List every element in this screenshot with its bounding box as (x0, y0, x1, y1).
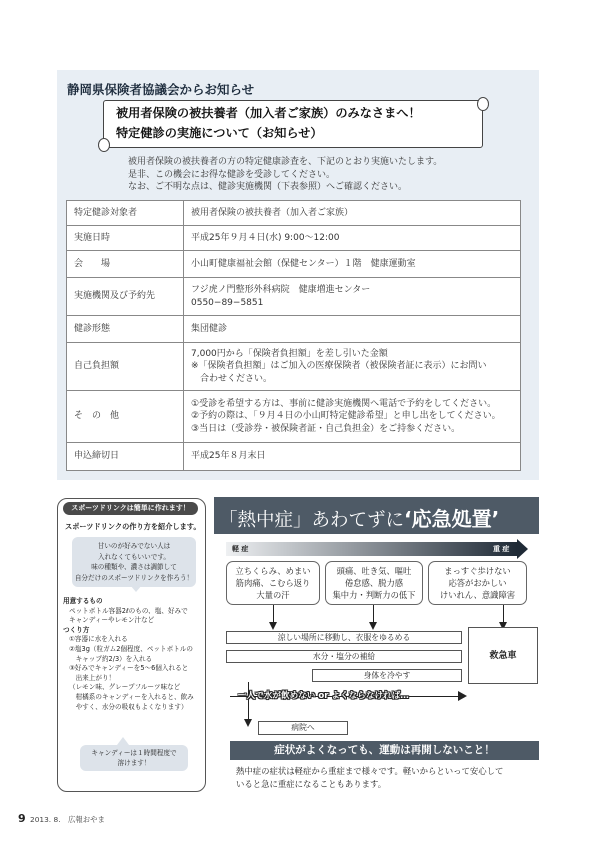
prep-heading: 用意するもの (63, 597, 103, 605)
notice-title-line-1: 被用者保険の被扶養者（加入者ご家族）のみなさまへ！ (116, 106, 421, 120)
step-line: ③好みでキャンディーを5～6個入れると (69, 664, 189, 673)
bubble-line: キャンディーは１時間程度で (91, 749, 177, 757)
arrow-down-icon (244, 719, 252, 727)
step-line: （レモン味、グレープフルーツ味など (69, 683, 181, 692)
severity-mild-label: 軽 症 (232, 545, 249, 553)
note-line: 熱中症の症状は軽症から重症まで様々です。軽いからといって安心して (236, 766, 504, 776)
symptom-line: 頭痛、吐き気、嘔吐 (336, 566, 412, 576)
step-line: 柑橘系のキャンディーを入れると、飲み (69, 692, 194, 701)
page-number: 9 (18, 812, 26, 825)
intro-line: 是非、この機会にお得な健診を受診してください。 (128, 169, 336, 180)
symptom-line: 倦怠感、脱力感 (344, 578, 404, 588)
row-label: 実施日時 (67, 226, 184, 251)
ambulance-box: 救急車 (468, 627, 538, 684)
tip-bubble-2-tail (117, 737, 129, 745)
step-line: キャップ約2/3）を入れる (69, 654, 153, 663)
intro-line: なお、ご不明な点は、健診実施機関（下表参照）へご確認ください。 (128, 182, 408, 192)
recipe (63, 597, 194, 712)
tip-bubble-2-text (80, 748, 188, 768)
row-label: 健診形態 (67, 316, 184, 343)
step-line: やすく、水分の吸収もよくなります） (69, 702, 188, 711)
step-line: ①容器に水を入れる (69, 635, 128, 644)
bubble-line: 溶けます！ (117, 759, 151, 767)
step-line: ②塩3g（粒ガム2個程度、ペットボトルの (69, 644, 193, 653)
row-value: ①受診を希望する方は、事前に健診実施機関へ電話で予約をしてください。 ②予約の際は、「９月４日の小山町特定健診希望」と申し出をしてください。 ③当日は（受診券・被保険者証・自己負担金）をご持参ください。 (184, 391, 521, 443)
symptom-line: まっすぐ歩けない (444, 566, 511, 576)
steps-heading: つくり方 (63, 625, 90, 634)
severity-arrow-icon (517, 539, 528, 559)
table-row (67, 226, 521, 251)
bubble-line: 甘いのが好みでない人は (97, 542, 171, 550)
row-label: 特定健診対象者 (67, 201, 184, 226)
hospital-box: 病院へ (258, 721, 348, 735)
row-label: 自己負担額 (67, 343, 184, 391)
arrow-right-icon (458, 691, 467, 701)
symptom-line: けいれん、意識障害 (439, 590, 516, 600)
tip-bubble-tail (130, 585, 142, 592)
heatstroke-title (219, 503, 499, 532)
table-row (67, 201, 521, 226)
action-hydrate: 水分・塩分の補給 (226, 650, 462, 663)
action-cool-body: 身体を冷やす (312, 669, 462, 682)
notice-intro (128, 156, 442, 194)
checkup-info-table (66, 200, 521, 471)
tip-bubble-text (74, 541, 194, 583)
severity-severe-label: 重 症 (493, 545, 510, 553)
symptom-line: 立ちくらみ、めまい (235, 566, 311, 576)
row-value: 小山町健康福祉会館（保健センター）１階 健康運動室 (184, 251, 521, 278)
flow-line (248, 682, 249, 722)
action-move-cool-place: 涼しい場所に移動し、衣服をゆるめる (226, 631, 462, 644)
arrow-down-icon (269, 622, 277, 630)
table-row (67, 278, 521, 316)
prep-line: ペットボトル容器2ℓのもの、塩、好みで (69, 606, 188, 615)
row-label: 実施機関及び予約先 (67, 278, 184, 316)
table-row (67, 251, 521, 278)
notice-heading: 静岡県保険者協議会からお知らせ (67, 82, 255, 97)
heatstroke-title-main: 「熱中症」あわてずに (219, 510, 405, 531)
row-value: 集団健診 (184, 316, 521, 343)
note-line: いると急に重症になることもあります。 (236, 779, 387, 789)
symptom-box-mild (226, 561, 320, 605)
table-row (67, 391, 521, 443)
heatstroke-title-emphasis: ‘応急処置’ (404, 507, 500, 531)
prep-line: キャンディーやレモン汁など (69, 616, 155, 625)
issue-label: 2013. 8. 広報おやま (30, 815, 105, 824)
step-line: 出来上がり！ (69, 673, 116, 682)
symptom-line: 筋肉痛、こむら返り (235, 578, 311, 588)
table-row (67, 343, 521, 391)
row-value: 平成25年８月末日 (184, 443, 521, 471)
symptom-box-moderate (325, 561, 423, 605)
severity-bar (226, 542, 517, 556)
row-value: フジ虎ノ門整形外科病院 健康増進センター 0550−89−5851 (184, 278, 521, 316)
scroll-curl-left (98, 138, 110, 152)
row-label: 申込締切日 (67, 443, 184, 471)
row-value: 被用者保険の被扶養者（加入者ご家族） (184, 201, 521, 226)
row-label: そ の 他 (67, 391, 184, 443)
warning-bar: 症状がよくなっても、運動は再開しないこと！ (230, 741, 539, 760)
symptom-box-severe (428, 561, 527, 605)
arrow-down-icon (369, 622, 377, 630)
condition-text: 一人で水が飲めない or よくならなければ… (238, 691, 409, 701)
table-row (67, 316, 521, 343)
notice-title-line-2: 特定健診の実施について（お知らせ） (116, 126, 323, 140)
table-row (67, 443, 521, 471)
symptom-line: 集中力・判断力の低下 (332, 590, 416, 600)
row-value: 平成25年９月４日(水) 9:00～12:00 (184, 226, 521, 251)
intro-line: 被用者保険の被扶養者の方の特定健康診査を、下記のとおり実施いたします。 (128, 157, 443, 167)
bubble-line: 自分だけのスポーツドリンクを作ろう！ (74, 573, 194, 582)
sports-drink-banner: スポーツドリンクは簡単に作れます！ (63, 502, 198, 515)
scroll-curl-right (477, 97, 489, 111)
sports-drink-subtitle: スポーツドリンクの作り方を紹介します。 (65, 522, 201, 531)
symptom-line: 応答がおかしい (448, 578, 507, 588)
heatstroke-note (236, 765, 503, 791)
bubble-line: 入れなくてもいいです。 (97, 552, 170, 561)
row-label: 会 場 (67, 251, 184, 278)
bubble-line: 味の種類や、濃さは調節して (91, 563, 177, 571)
symptom-line: 大量の汗 (256, 590, 290, 600)
row-value: 7,000円から「保険者負担額」を差し引いた金額 ※「保険者負担額」はご加入の医療保険者（被保険者証に表示）にお問い 合わせください。 (184, 343, 521, 391)
